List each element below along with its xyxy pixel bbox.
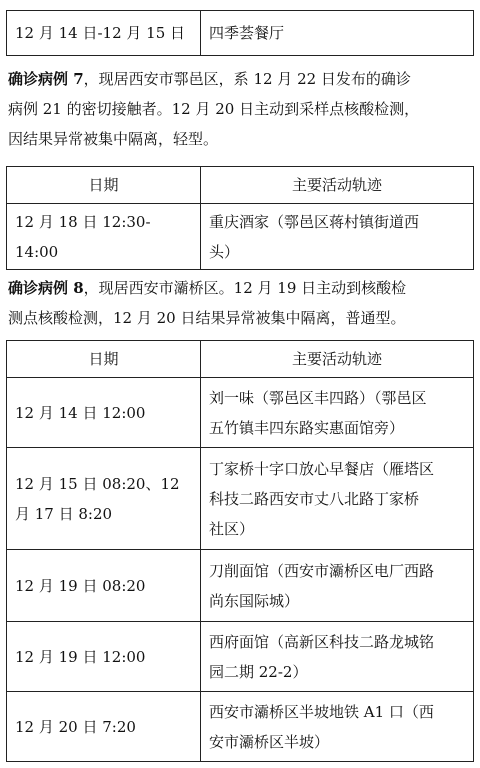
- activity-line: 刘一味（鄠邑区丰四路）（鄠邑区: [209, 388, 427, 407]
- activity-line: 科技二路西安市丈八北路丁家桥: [209, 489, 420, 508]
- activity-line: 社区）: [209, 519, 255, 538]
- case8-text-line1: ，现居西安市灞桥区。12 月 19 日主动到核酸检: [83, 279, 407, 297]
- table-row: [7, 203, 473, 269]
- table-row: [7, 447, 473, 549]
- table-header-row: [7, 341, 473, 377]
- activity-line: 丁家桥十字口放心早餐店（雁塔区: [209, 459, 435, 478]
- activity-cell: [201, 448, 473, 549]
- case7-text-line2: 病例 21 的密切接触者。12 月 20 日主动到采样点核酸检测，: [8, 100, 420, 118]
- date-cell: 12 月 14 日-12 月 15 日: [7, 11, 201, 55]
- table-row: [7, 11, 473, 55]
- itinerary-table-top: [6, 10, 474, 56]
- activity-cell: [201, 378, 473, 447]
- activity-cell: [201, 550, 473, 621]
- date-cell: [7, 448, 201, 549]
- date-cell: 12 月 19 日 12:00: [7, 622, 201, 691]
- table-row: [7, 549, 473, 621]
- case7-paragraph: [8, 64, 474, 154]
- activity-line: 尚东国际城）: [209, 591, 300, 610]
- table-row: [7, 691, 473, 761]
- activity-line: 五竹镇丰四东路实惠面馆旁）: [209, 418, 405, 437]
- activity-header: 主要活动轨迹: [291, 350, 382, 368]
- date-header: 日期: [7, 167, 201, 203]
- date-cell: 12 月 20 日 7:20: [7, 692, 201, 761]
- activity-line: 刀削面馆（西安市灞桥区电厂西路: [209, 561, 435, 580]
- activity-cell: 四季荟餐厅: [209, 24, 285, 42]
- table-row: [7, 621, 473, 691]
- date-line: 月 17 日 8:20: [15, 504, 113, 523]
- activity-line: 头）: [209, 242, 240, 261]
- date-line: 12 月 15 日 08:20、12: [15, 474, 180, 493]
- activity-line: 西府面馆（高新区科技二路龙城铭: [209, 632, 435, 651]
- case8-paragraph: [8, 273, 474, 333]
- table-row: [7, 377, 473, 447]
- date-cell: 12 月 19 日 08:20: [7, 550, 201, 621]
- date-header: 日期: [7, 341, 201, 377]
- activity-line: 园二期 22-2）: [209, 662, 308, 681]
- table-header-row: [7, 167, 473, 203]
- activity-cell: [201, 204, 473, 269]
- date-cell: 12 月 18 日 12:30-14:00: [7, 204, 201, 269]
- date-cell: 12 月 14 日 12:00: [7, 378, 201, 447]
- case8-table: [6, 340, 474, 762]
- case7-text-line1: ，现居西安市鄠邑区，系 12 月 22 日发布的确诊: [83, 70, 411, 88]
- activity-line: 西安市灞桥区半坡地铁 A1 口（西: [209, 702, 434, 721]
- activity-line: 重庆酒家（鄠邑区蒋村镇街道西: [209, 212, 420, 231]
- case8-title: 确诊病例 8: [8, 279, 84, 297]
- activity-line: 安市灞桥区半坡）: [209, 732, 330, 751]
- case7-text-line3: 因结果异常被集中隔离，轻型。: [8, 130, 219, 148]
- activity-cell: [201, 692, 473, 761]
- case8-text-line2: 测点核酸检测，12 月 20 日结果异常被集中隔离，普通型。: [8, 309, 406, 327]
- activity-header: 主要活动轨迹: [291, 176, 382, 194]
- activity-cell: [201, 622, 473, 691]
- case7-table: [6, 166, 474, 270]
- case7-title: 确诊病例 7: [8, 70, 84, 88]
